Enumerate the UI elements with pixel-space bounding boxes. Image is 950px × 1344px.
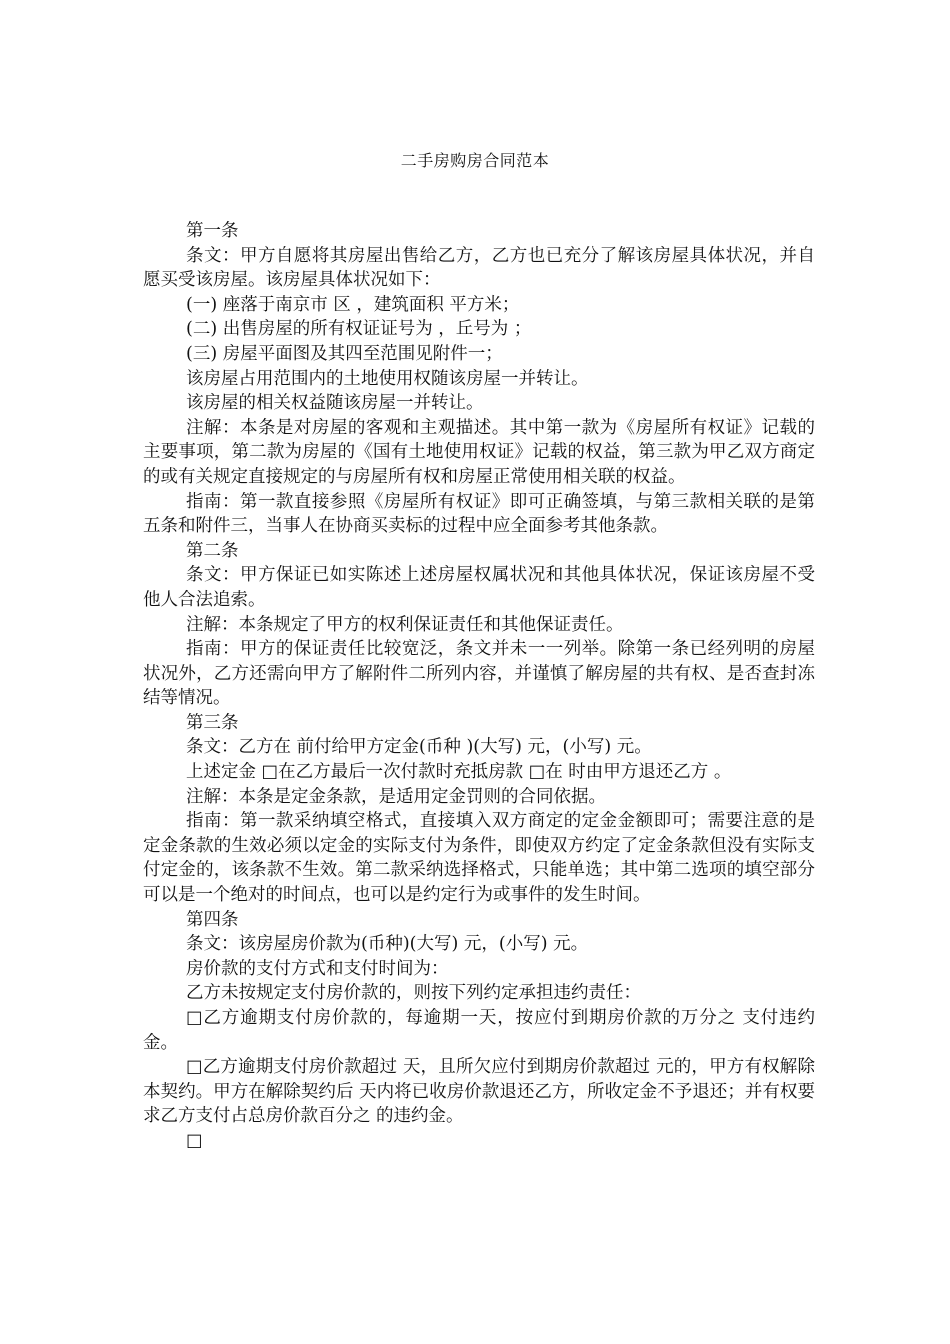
clause-paragraph: 条文：该房屋房价款为(币种)(大写) 元，(小写) 元。 [186,934,589,955]
clause-item: (三) 房屋平面图及其四至范围见附件一； [186,343,503,364]
clause-option: □乙方逾期支付房价款超过 天，且所欠应付到期房价款超过 元的，甲方有权解除本契约。甲方在解除契约后 天内将已收房价款退还乙方，所收定金不予退还；并有权要求乙方支付占总房价款百分之 的违约金。 [143,1057,815,1127]
article-heading: 第三条 [186,712,239,733]
clause-paragraph: 房价款的支付方式和支付时间为： [186,958,449,979]
clause-option: □ [186,1130,203,1151]
guide-paragraph: 指南：第一款直接参照《房屋所有权证》即可正确签填，与第三款相关联的是第五条和附件三，当事人在协商买卖标的过程中应全面参考其他条款。 [143,491,815,537]
clause-paragraph: 该房屋的相关权益随该房屋一并转让。 [186,393,484,414]
note-paragraph: 注解：本条是定金条款，是适用定金罚则的合同依据。 [186,786,606,807]
article-heading: 第一条 [186,221,239,241]
clause-paragraph: 条文：甲方保证已如实陈述上述房屋权属状况和其他具体状况，保证该房屋不受他人合法追索。 [143,565,815,610]
clause-item: (二) 出售房屋的所有权证证号为 ，丘号为 ； [186,319,532,340]
clause-option: □乙方逾期支付房价款的，每逾期一天，按应付到期房价款的万分之 支付违约金。 [143,1008,815,1053]
guide-paragraph: 指南：第一款采纳填空格式，直接填入双方商定的定金金额即可；需要注意的是定金条款的生效必须以定金的实际支付为条件，即使双方约定了定金条款但没有实际支付定金的，该条款不生效。第二款采纳选择格式，只能单选；其中第二选项的填空部分可以是一个绝对的时间点，也可以是约定行为或事件的发生时间。 [143,811,815,906]
document-body [143,219,815,1154]
guide-paragraph: 指南：甲方的保证责任比较宽泛，条文并未一一列举。除第一条已经列明的房屋状况外，乙方还需向甲方了解附件二所列内容，并谨慎了解房屋的共有权、是否查封冻结等情况。 [143,639,815,709]
clause-paragraph: 条文：乙方在 前付给甲方定金(币种 )(大写) 元，(小写) 元。 [186,737,652,758]
clause-paragraph: 该房屋占用范围内的土地使用权随该房屋一并转让。 [186,368,589,389]
clause-paragraph: 条文：甲方自愿将其房屋出售给乙方，乙方也已充分了解该房屋具体状况，并自愿买受该房屋。该房屋具体状况如下： [143,245,815,291]
clause-paragraph: 乙方未按规定支付房价款的，则按下列约定承担违约责任： [186,983,641,1004]
note-paragraph: 注解：本条规定了甲方的权利保证责任和其他保证责任。 [186,614,624,635]
document-title: 二手房购房合同范本 [400,151,550,170]
article-heading: 第二条 [186,540,239,561]
clause-item: (一) 座落于南京市 区 ，建筑面积 平方米； [186,294,520,315]
article-heading: 第四条 [186,909,239,930]
clause-paragraph: 上述定金 □在乙方最后一次付款时充抵房款 □在 时由甲方退还乙方 。 [186,762,732,783]
note-paragraph: 注解：本条是对房屋的客观和主观描述。其中第一款为《房屋所有权证》记载的主要事项，第二款为房屋的《国有土地使用权证》记载的权益，第三款为甲乙双方商定的或有关规定直接规定的与房屋所有权和房屋正常使用相关联的权益。 [143,417,815,487]
